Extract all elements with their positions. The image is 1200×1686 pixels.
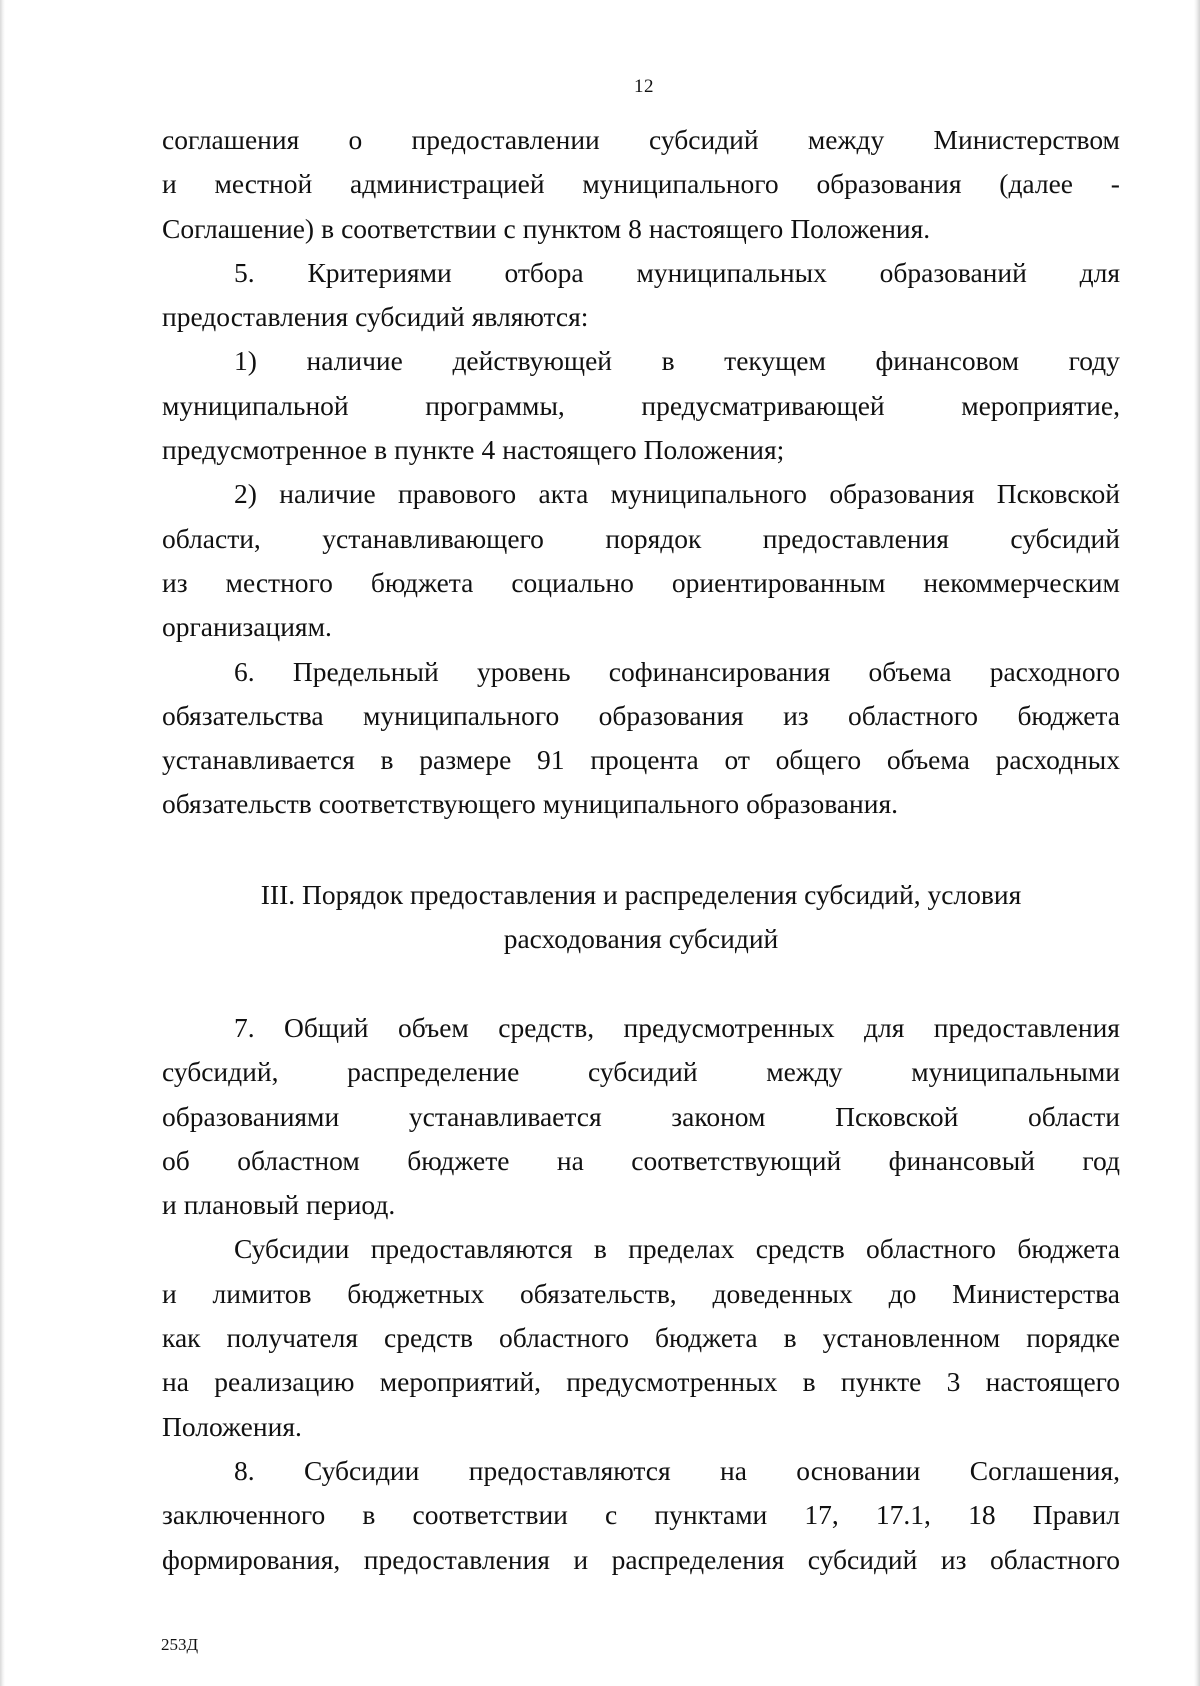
word: предоставляются	[468, 1454, 671, 1486]
word: акта	[538, 478, 589, 510]
word: отбора	[504, 256, 584, 288]
word: муниципального	[542, 788, 740, 820]
word: пределах	[628, 1233, 735, 1265]
word: муниципальных	[636, 256, 827, 288]
word: на	[162, 1366, 189, 1398]
word: субсидий	[1010, 522, 1120, 554]
word: в	[783, 1322, 797, 1354]
word: расходных	[995, 744, 1120, 776]
text-line	[162, 1139, 1120, 1183]
word: бюджета	[1017, 699, 1120, 731]
word: Положения.	[162, 1410, 302, 1442]
text-line	[162, 605, 1120, 649]
word: Положения.	[790, 212, 931, 244]
word: областного	[866, 1233, 997, 1265]
word: об	[162, 1144, 190, 1176]
word: году	[1068, 345, 1120, 377]
word: 17,	[804, 1499, 839, 1531]
word: и	[573, 1543, 589, 1575]
text-line	[162, 1449, 1120, 1493]
word: на	[719, 1454, 747, 1486]
word: обязательств,	[520, 1277, 677, 1309]
word: между	[766, 1056, 843, 1088]
word: заключенного	[162, 1499, 326, 1531]
word: образования	[829, 478, 975, 510]
word: установленном	[822, 1322, 1001, 1354]
word: плановый	[183, 1189, 300, 1221]
word: 8.	[234, 1454, 255, 1486]
word: мероприятие,	[961, 389, 1120, 421]
word: области,	[162, 522, 261, 554]
text-line	[162, 650, 1120, 694]
text-line	[162, 1183, 1120, 1227]
text-line	[162, 1493, 1120, 1537]
word: формирования,	[162, 1543, 341, 1575]
word: процента	[590, 744, 699, 776]
word: правового	[398, 478, 517, 510]
word: предусмотренное	[162, 434, 368, 466]
text-line	[162, 162, 1120, 206]
text-line	[162, 694, 1120, 738]
word: соответствующий	[631, 1144, 842, 1176]
word: настоящего	[502, 434, 637, 466]
word: между	[807, 124, 885, 155]
word: местной	[214, 168, 313, 200]
word: предоставления	[363, 1543, 550, 1575]
word: областного	[499, 1322, 630, 1354]
word: Соглашение)	[162, 212, 315, 244]
word: являются:	[471, 301, 589, 333]
word: пункте	[394, 434, 475, 466]
word: предоставления	[162, 301, 349, 333]
word: из	[162, 566, 188, 598]
word: доведенных	[712, 1277, 853, 1309]
word: законом	[671, 1100, 766, 1132]
word: субсидий,	[162, 1056, 279, 1088]
word: областного	[848, 699, 979, 731]
word: бюджете	[407, 1144, 510, 1176]
word: в	[661, 345, 675, 377]
section-heading-line-2: расходования субсидий	[503, 923, 779, 954]
word: муниципального	[610, 478, 807, 510]
word: наличие	[279, 478, 376, 510]
word: предусмотренных	[623, 1012, 835, 1043]
word: и	[162, 168, 177, 200]
word: бюджета	[1017, 1233, 1120, 1265]
word: муниципального	[362, 699, 560, 731]
word: 6.	[234, 655, 255, 687]
word: 17.1,	[875, 1499, 931, 1531]
word: Субсидии	[234, 1233, 350, 1265]
word: устанавливающего	[322, 522, 544, 554]
word: некоммерческим	[923, 566, 1120, 598]
word: объема	[886, 744, 970, 776]
word: пунктами	[654, 1499, 768, 1531]
text-line	[162, 782, 1120, 826]
word: реализацию	[214, 1366, 355, 1398]
word: образования.	[746, 788, 899, 820]
word: и	[162, 1277, 177, 1309]
word: Правил	[1032, 1499, 1120, 1531]
word: в	[374, 434, 388, 466]
word: лимитов	[212, 1277, 312, 1309]
word: год	[1082, 1144, 1120, 1176]
word: предоставления	[762, 522, 949, 554]
text-line	[162, 561, 1120, 605]
word: Министерства	[952, 1277, 1120, 1309]
word: в	[593, 1233, 607, 1265]
word: 3	[946, 1366, 961, 1398]
word: порядок	[605, 522, 702, 554]
word: областного	[989, 1543, 1120, 1575]
body-text-block-1	[162, 118, 1120, 827]
word: (далее	[999, 168, 1074, 200]
text-line	[162, 384, 1120, 428]
word: 4	[481, 434, 496, 466]
word: Соглашения,	[969, 1454, 1120, 1486]
word: настоящего	[648, 212, 784, 244]
word: для	[864, 1012, 905, 1043]
section-heading	[162, 873, 1120, 961]
word: обязательств	[162, 788, 312, 820]
word: в	[321, 212, 335, 244]
word: программы,	[425, 389, 565, 421]
word: распределение	[347, 1056, 520, 1088]
word: текущем	[724, 345, 826, 377]
body-text-block-2	[162, 1006, 1120, 1582]
word: 7.	[234, 1012, 255, 1043]
word: 8	[628, 212, 642, 244]
word: Субсидии	[303, 1454, 420, 1486]
word: объема	[868, 655, 952, 687]
word: пунктом	[522, 212, 622, 244]
word: организациям.	[162, 611, 332, 643]
word: в	[380, 744, 394, 776]
word: предусматривающей	[641, 389, 885, 421]
word: предоставления	[933, 1012, 1120, 1043]
word: наличие	[306, 345, 403, 377]
word: действующей	[452, 345, 613, 377]
word: от	[724, 744, 750, 776]
word: -	[1110, 168, 1120, 200]
text-line	[162, 1405, 1120, 1449]
word: с	[503, 212, 516, 244]
word: Псковской	[996, 478, 1120, 510]
word: средств,	[498, 1012, 595, 1043]
word: субсидий	[649, 124, 759, 155]
text-line	[162, 1050, 1120, 1094]
word: муниципальной	[162, 389, 349, 421]
text-line	[162, 207, 1120, 251]
text-line	[162, 1272, 1120, 1316]
word: муниципальными	[911, 1056, 1120, 1088]
word: социально	[511, 566, 634, 598]
text-line	[162, 428, 1120, 472]
word: бюджета	[655, 1322, 758, 1354]
word: средств	[755, 1233, 845, 1265]
word: Предельный	[292, 655, 439, 687]
section-heading-line-1: III. Порядок предоставления и распределения субсидий, условия	[260, 879, 1022, 910]
word: областном	[237, 1144, 360, 1176]
word: Министерством	[933, 124, 1120, 155]
word: уровень	[476, 655, 571, 687]
word: из	[940, 1543, 967, 1575]
word: ориентированным	[671, 566, 886, 598]
word: местного	[225, 566, 333, 598]
text-line	[162, 1006, 1120, 1050]
word: соглашения	[162, 124, 300, 155]
word: софинансирования	[608, 655, 831, 687]
word: области	[1028, 1100, 1120, 1132]
text-line	[162, 1316, 1120, 1360]
text-line	[162, 1095, 1120, 1139]
word: 5.	[234, 256, 255, 288]
word: до	[888, 1277, 917, 1309]
text-line	[162, 1538, 1120, 1582]
text-line	[162, 738, 1120, 782]
word: в	[362, 1499, 376, 1531]
word: соответствии	[341, 212, 497, 244]
word: 18	[968, 1499, 996, 1531]
text-line	[162, 251, 1120, 295]
word: предусмотренных	[566, 1366, 778, 1398]
word: распределения	[611, 1543, 785, 1575]
text-line	[162, 1227, 1120, 1271]
word: образования	[598, 699, 744, 731]
text-line	[162, 295, 1120, 339]
word: соответствии	[412, 1499, 568, 1531]
word: средств	[384, 1322, 474, 1354]
word: на	[556, 1144, 584, 1176]
footer-document-code: 253Д	[161, 1635, 199, 1654]
word: бюджетных	[347, 1277, 485, 1309]
word: объем	[397, 1012, 469, 1043]
word: и	[162, 1189, 177, 1221]
word: Критериями	[307, 256, 452, 288]
text-line	[162, 517, 1120, 561]
word: администрацией	[349, 168, 545, 200]
text-line	[162, 118, 1120, 162]
scan-edge-left	[0, 0, 5, 1686]
word: финансовый	[888, 1144, 1035, 1176]
word: настоящего	[985, 1366, 1120, 1398]
word: предоставлении	[411, 124, 600, 155]
word: образования	[816, 168, 962, 200]
word: субсидий	[807, 1543, 918, 1575]
word: как	[162, 1322, 201, 1354]
word: соответствующего	[318, 788, 536, 820]
word: образований	[879, 256, 1027, 288]
word: о	[348, 124, 363, 155]
word: пункте	[840, 1366, 922, 1398]
word: устанавливается	[408, 1100, 602, 1132]
page-number: 12	[634, 76, 654, 97]
word: устанавливается	[162, 744, 355, 776]
text-line	[162, 339, 1120, 383]
scan-edge-right	[1194, 0, 1200, 1686]
word: 91	[537, 744, 565, 776]
word: мероприятий,	[379, 1366, 542, 1398]
word: из	[783, 699, 809, 731]
word: обязательства	[162, 699, 324, 731]
word: субсидий	[355, 301, 465, 333]
word: субсидий	[587, 1056, 698, 1088]
word: финансовом	[875, 345, 1020, 377]
word: порядке	[1026, 1322, 1120, 1354]
text-line	[162, 472, 1120, 516]
word: для	[1079, 256, 1120, 288]
text-line	[162, 1360, 1120, 1404]
word: расходного	[989, 655, 1120, 687]
word: период.	[306, 1189, 396, 1221]
word: Положения;	[643, 434, 785, 466]
word: размере	[419, 744, 512, 776]
word: 2)	[234, 478, 257, 510]
word: с	[605, 1499, 618, 1531]
word: муниципального	[582, 168, 779, 200]
word: 1)	[234, 345, 257, 377]
word: Общий	[284, 1012, 369, 1043]
word: основании	[796, 1454, 921, 1486]
word: в	[802, 1366, 816, 1398]
word: Псковской	[835, 1100, 959, 1132]
word: образованиями	[162, 1100, 340, 1132]
word: общего	[775, 744, 862, 776]
word: предоставляются	[370, 1233, 573, 1265]
word: бюджета	[370, 566, 474, 598]
word: получателя	[226, 1322, 359, 1354]
